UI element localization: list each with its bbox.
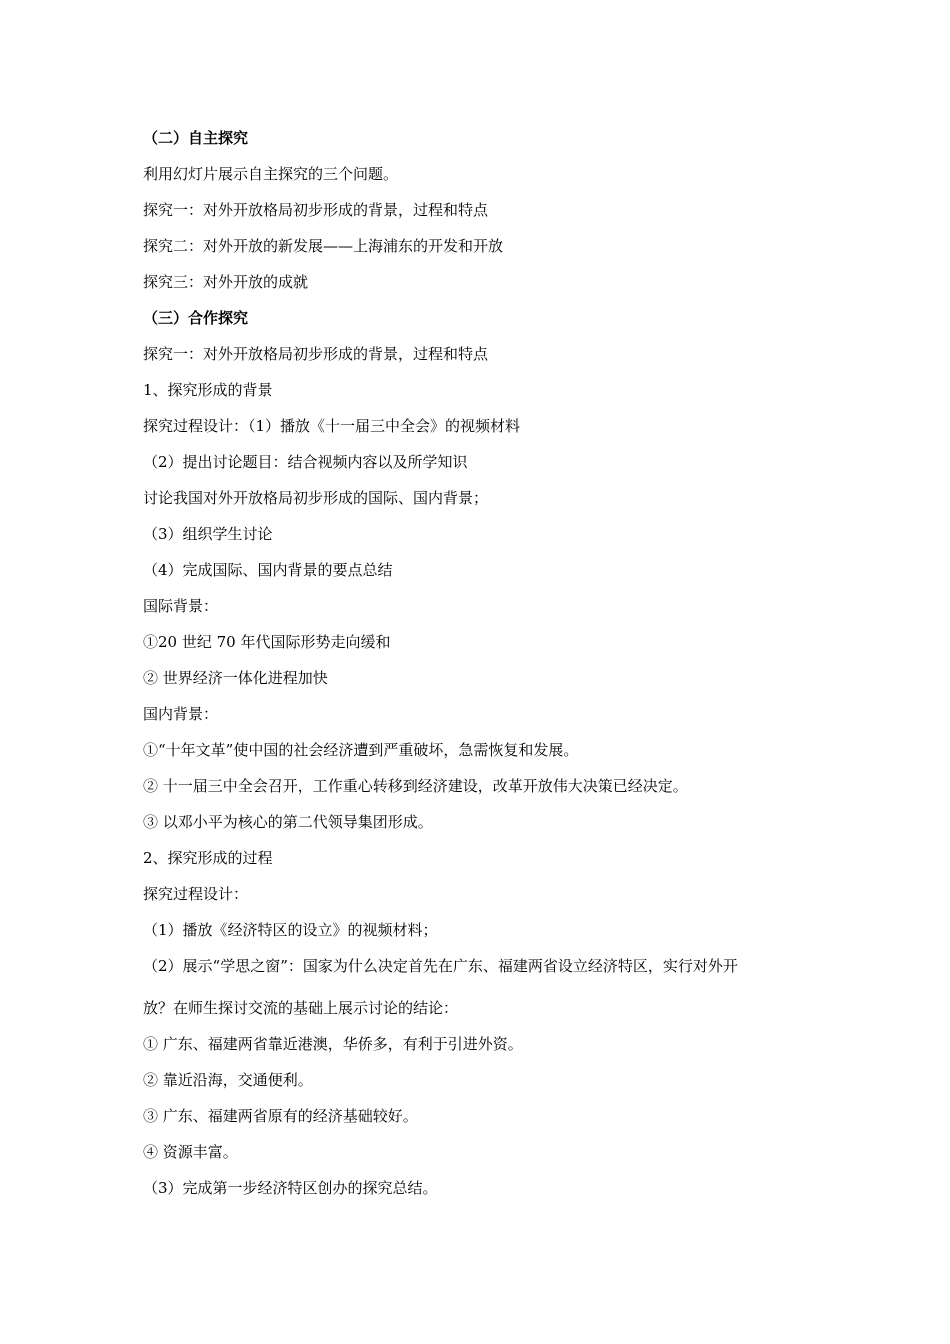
list-item: ①“十年文革”使中国的社会经济遭到严重破坏，急需恢复和发展。 <box>143 741 579 759</box>
paragraph: 国际背景： <box>143 597 219 615</box>
paragraph: 讨论我国对外开放格局初步形成的国际、国内背景； <box>143 489 489 507</box>
paragraph: （3）完成第一步经济特区创办的探究总结。 <box>143 1179 438 1197</box>
section-heading-cooperative-inquiry: （三）合作探究 <box>143 309 249 327</box>
paragraph: 1、探究形成的背景 <box>143 381 273 399</box>
list-item: ② 十一届三中全会召开，工作重心转移到经济建设，改革开放伟大决策已经决定。 <box>143 777 688 795</box>
list-item: ① 广东、福建两省靠近港澳，华侨多，有利于引进外资。 <box>143 1035 523 1053</box>
paragraph: （2）提出讨论题目：结合视频内容以及所学知识 <box>143 453 468 471</box>
paragraph: （4）完成国际、国内背景的要点总结 <box>143 561 393 579</box>
list-item: ③ 广东、福建两省原有的经济基础较好。 <box>143 1107 418 1125</box>
list-item: ② 靠近沿海，交通便利。 <box>143 1071 313 1089</box>
paragraph: 探究一：对外开放格局初步形成的背景，过程和特点 <box>143 201 489 219</box>
list-item: ② 世界经济一体化进程加快 <box>143 669 328 687</box>
paragraph: 利用幻灯片展示自主探究的三个问题。 <box>143 165 399 183</box>
paragraph: 探究过程设计： <box>143 885 249 903</box>
paragraph: 探究三：对外开放的成就 <box>143 273 309 291</box>
list-item: ③ 以邓小平为核心的第二代领导集团形成。 <box>143 813 433 831</box>
section-heading-self-inquiry: （二）自主探究 <box>143 129 249 147</box>
paragraph: 探究二：对外开放的新发展——上海浦东的开发和开放 <box>143 237 504 255</box>
paragraph: （1）播放《经济特区的设立》的视频材料； <box>143 921 438 939</box>
paragraph: 探究过程设计：（1）播放《十一届三中全会》的视频材料 <box>143 417 521 435</box>
document-body <box>143 120 843 1206</box>
paragraph: 2、探究形成的过程 <box>143 849 273 867</box>
paragraph: 探究一：对外开放格局初步形成的背景，过程和特点 <box>143 345 489 363</box>
list-item: ④ 资源丰富。 <box>143 1143 238 1161</box>
paragraph: （2）展示“学思之窗”：国家为什么决定首先在广东、福建两省设立经济特区，实行对外开 <box>143 957 738 975</box>
list-item: ①20 世纪 70 年代国际形势走向缓和 <box>143 633 391 651</box>
paragraph: 放？在师生探讨交流的基础上展示讨论的结论： <box>143 999 459 1017</box>
paragraph: （3）组织学生讨论 <box>143 525 273 543</box>
paragraph: 国内背景： <box>143 705 219 723</box>
